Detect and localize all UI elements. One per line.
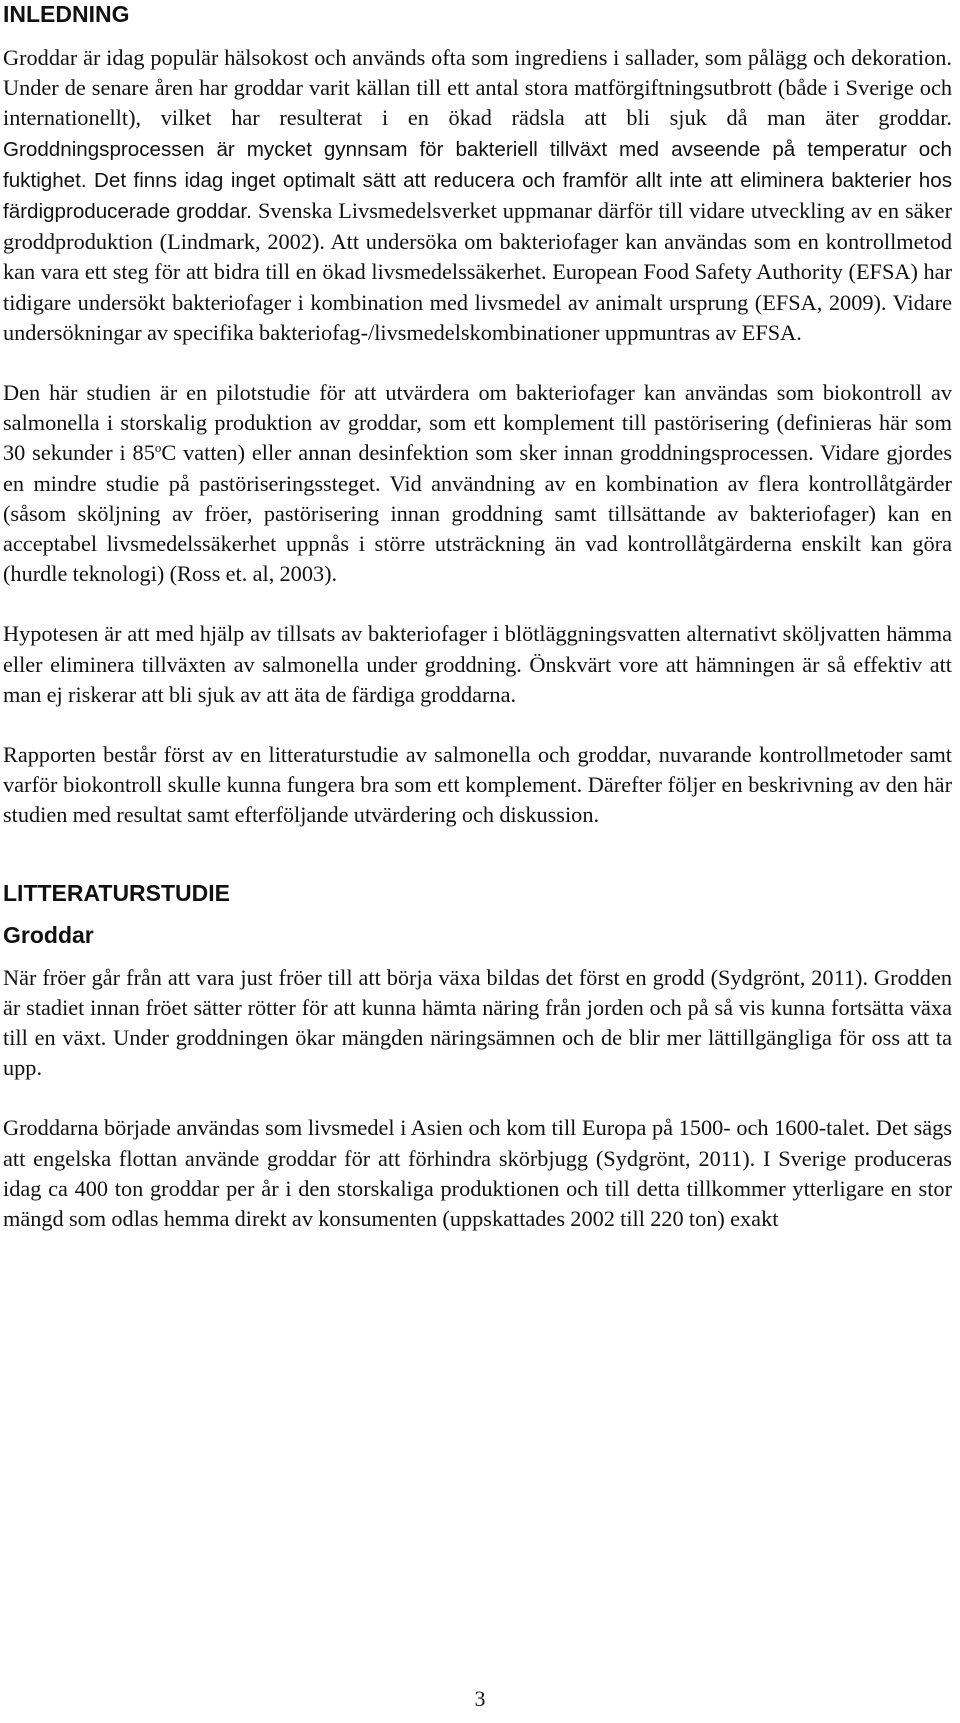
groddar-paragraph-2: Groddarna började användas som livsmedel i Asien och kom till Europa på 1500- och 1600-talet. Det sägs att engelska flottan använde groddar för att förhindra skörbjugg (Sydgrönt, 2011). I Sverige produceras idag ca 400 ton groddar per år i den storskaliga produktionen och till detta tillkommer ytterligare en stor mängd som odlas hemma direkt av konsumenten (uppskattades 2002 till 220 ton) exakt [3, 1115, 952, 1232]
section-heading-litteraturstudie: LITTERATURSTUDIE [3, 879, 231, 906]
section-heading-inledning: INLEDNING [3, 1, 130, 27]
intro-paragraph-1-part-b: Under de senare åren har groddar varit källan till ett antal stora matförgiftningsutbrott (både i Sverige och internationellt), vilket har resulterat i en ökad rädsla att bli sjuk då man äter groddar. [3, 75, 952, 131]
intro-paragraph-4: Rapporten består först av en litteraturstudie av salmonella och groddar, nuvarande kontrollmetoder samt varför biokontroll skulle kunna fungera bra som ett komplement. Därefter följer en beskrivning av den här studien med resultat samt efterföljande utvärdering och diskussion. [3, 742, 952, 828]
subsection-heading-groddar: Groddar [3, 921, 94, 948]
groddar-paragraph-1: När fröer går från att vara just fröer till att börja växa bildas det först en grodd (Sydgrönt, 2011). Grodden är stadiet innan fröet sätter rötter för att kunna hämta näring från jorden och på så vis kunna fortsätta växa till en växt. Under groddningen ökar mängden näringsämnen och de blir mer lättillgängliga för oss att ta upp. [3, 964, 952, 1081]
degree-superscript: o [154, 440, 162, 456]
page-number: 3 [474, 1686, 486, 1711]
intro-paragraph-3: Hypotesen är att med hjälp av tillsats av bakteriofager i blötläggningsvatten alternativt sköljvatten hämma eller eliminera tillväxten av salmonella under groddning. Önskvärt vore att hämningen är så effektiv att man ej riskerar att bli sjuk av att äta de färdiga groddarna. [3, 621, 952, 707]
document-page [3, 0, 952, 1234]
intro-paragraph-1-part-d: Svenska Livsmedelsverket uppmanar därför till vidare utveckling av en säker groddproduktion (Lindmark, 2002). Att undersöka om bakteriofager kan användas som en kontrollmetod kan vara ett steg för att bidra till en ökad livsmedelssäkerhet. European Food Safety Authority (EFSA) har tidigare undersökt bakteriofager i kombination med livsmedel av animalt ursprung (EFSA, 2009). Vidare undersökningar av specifika bakteriofag-/livsmedelskombinationer uppmuntras av EFSA. [3, 198, 952, 345]
intro-paragraph-2-part-b: C vatten) eller annan desinfektion som sker innan groddningsprocessen. Vidare gjordes en mindre studie på pastöriseringssteget. Vid användning av en kombination av flera kontrollåtgärder (såsom sköljning av fröer, pastörisering innan groddning samt tillsättande av bakteriofager) kan en acceptabel livsmedelssäkerhet uppnås i större utsträckning än vad kontrollåtgärderna enskilt kan göra (hurdle teknologi) (Ross et. al, 2003). [3, 440, 952, 587]
intro-paragraph-1-part-c: Groddningsprocessen är mycket gynnsam för bakteriell tillväxt med avseende på temperatur och fuktighet. Det finns idag inget optimalt sätt att reducera och framför allt inte att eliminera bakterier hos färdigproducerade groddar. [3, 137, 952, 224]
intro-paragraph-1-part-a: Groddar är idag populär hälsokost och används ofta som ingrediens i sallader, som pålägg och dekoration. [3, 45, 952, 70]
intro-paragraph-1 [3, 43, 952, 348]
intro-paragraph-2 [3, 378, 952, 589]
intro-paragraph-2-part-a: Den här studien är en pilotstudie för att utvärdera om bakteriofager kan användas som biokontroll av salmonella i storskalig produktion av groddar, som ett komplement till pastörisering (definieras här som 30 sekunder i 85 [3, 380, 952, 466]
